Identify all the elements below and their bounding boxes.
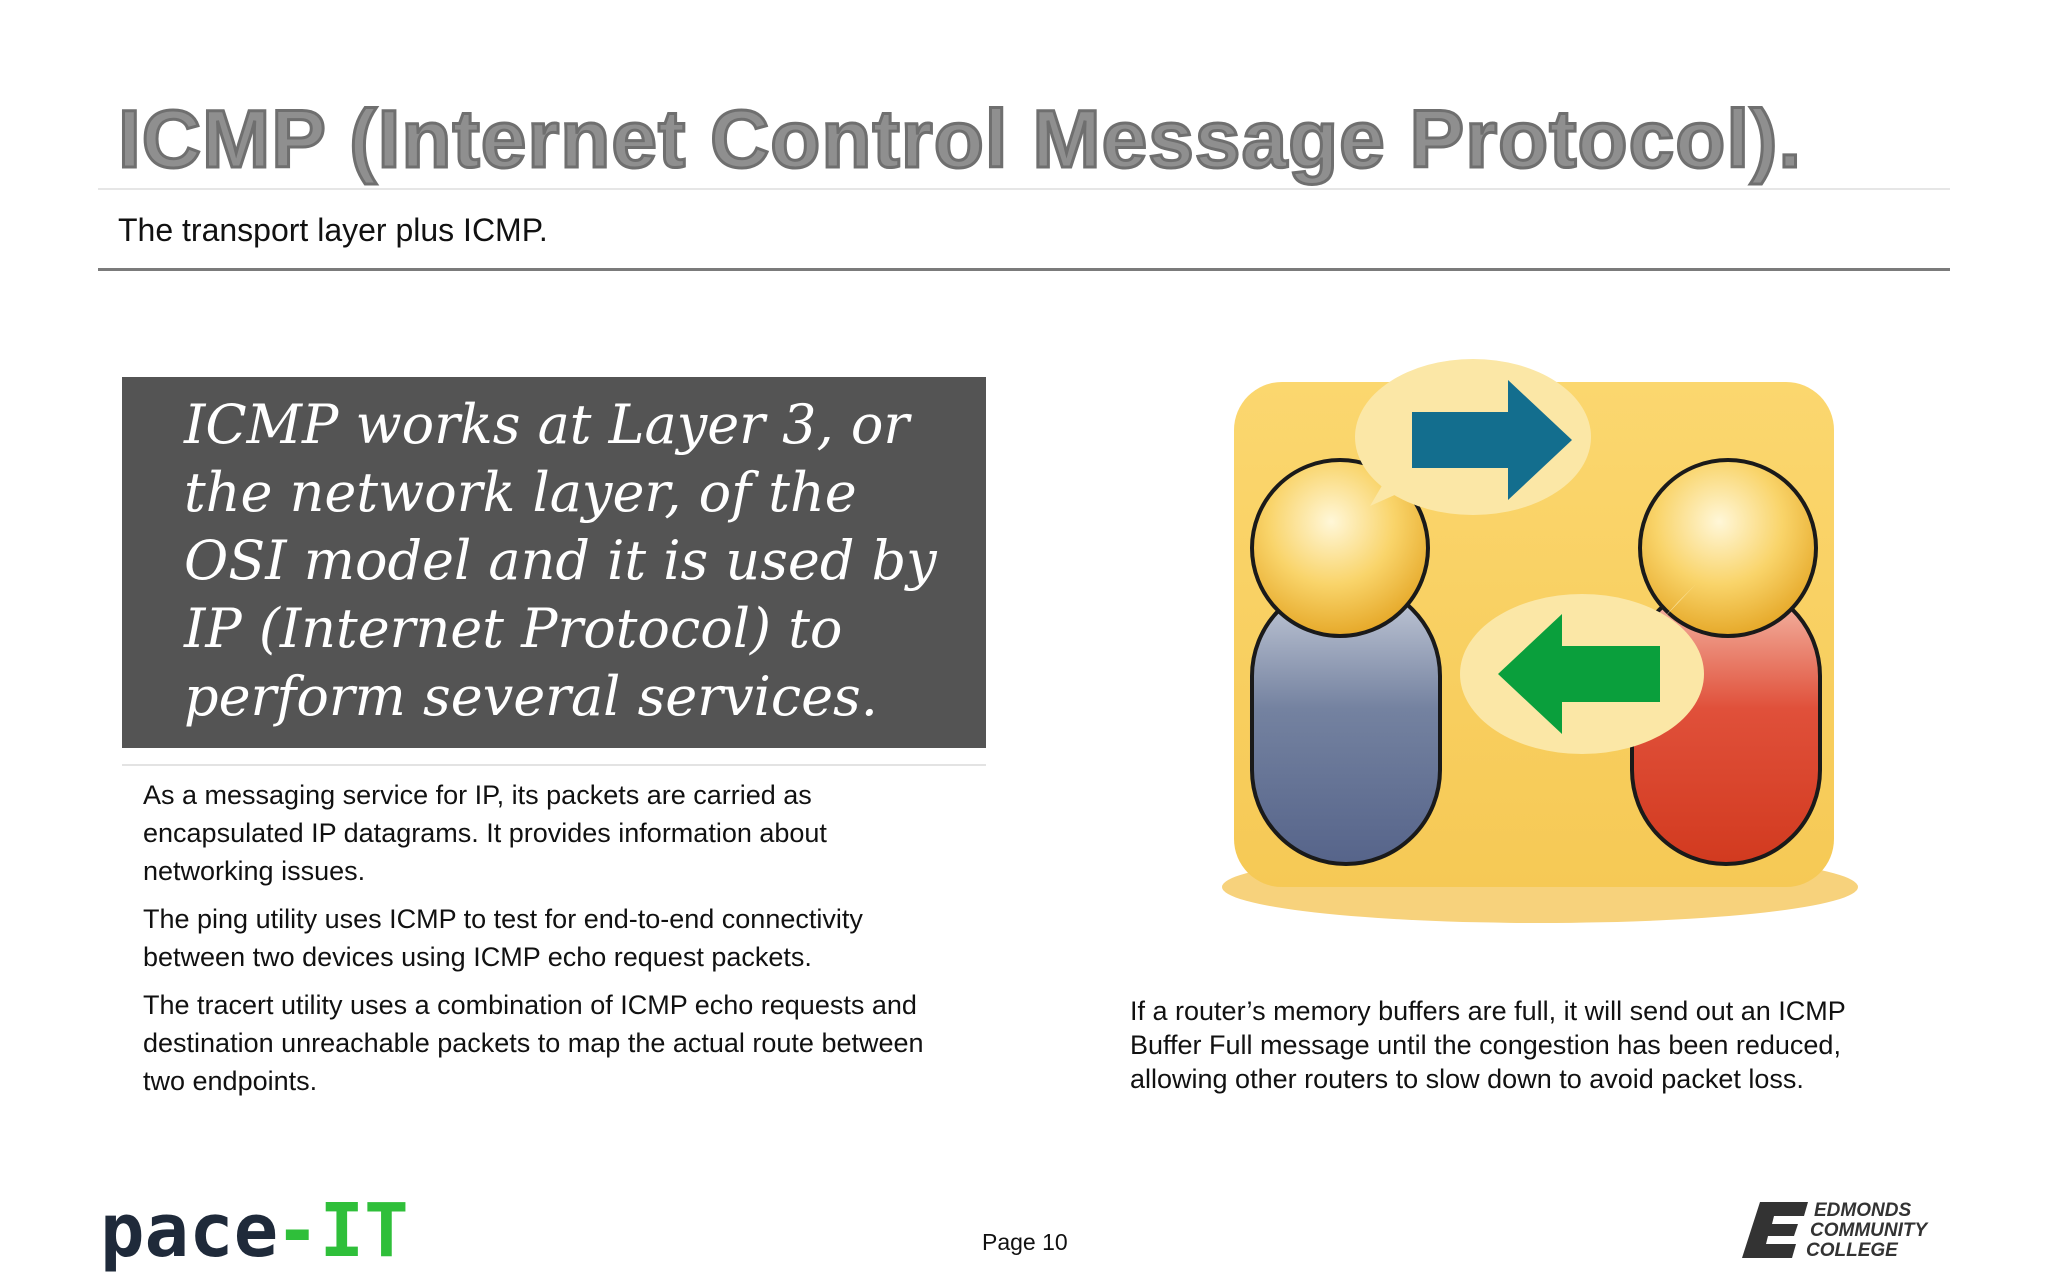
body-paragraph-ping: The ping utility uses ICMP to test for end-to-end connectivity between two devices using ICMP echo request packets. [143,904,863,972]
logo-line-edmonds: EDMONDS [1814,1200,1912,1221]
pace-logo-text: pace [100,1188,279,1274]
callout-divider [122,764,986,766]
person-left-icon [1252,460,1440,864]
speech-bubble-top [1355,359,1591,515]
logo-line-college: COLLEGE [1806,1240,1898,1261]
callout-text: ICMP works at Layer 3, or the network layer, of the OSI model and it is used by IP (Internet Protocol) to perform several services. [184,393,937,728]
pace-it-logo [100,1188,409,1274]
body-text [143,776,963,1110]
slide-title: ICMP (Internet Control Message Protocol). [118,94,1803,185]
slide-subtitle: The transport layer plus ICMP. [118,212,548,248]
body-paragraph-messaging: As a messaging service for IP, its packets are carried as encapsulated IP datagrams. It provides information about networking issues. [143,780,827,886]
subtitle-divider [98,268,1950,271]
two-people-exchanging-messages-icon [1200,352,1880,942]
it-logo-text: -IT [275,1188,409,1274]
page-number: Page 10 [982,1229,1068,1255]
logo-line-community: COMMUNITY [1810,1220,1928,1241]
e-mark-icon [1742,1202,1808,1258]
router-buffer-note: If a router’s memory buffers are full, it will send out an ICMP Buffer Full message until the congestion has been reduced, allowing other routers to slow down to avoid packet loss. [1130,996,1846,1094]
body-paragraph-tracert: The tracert utility uses a combination of ICMP echo requests and destination unreachable packets to map the actual route between two endpoints. [143,990,924,1096]
title-divider [98,188,1950,190]
edmonds-community-college-logo [1738,1196,1946,1260]
callout-box [122,377,986,748]
